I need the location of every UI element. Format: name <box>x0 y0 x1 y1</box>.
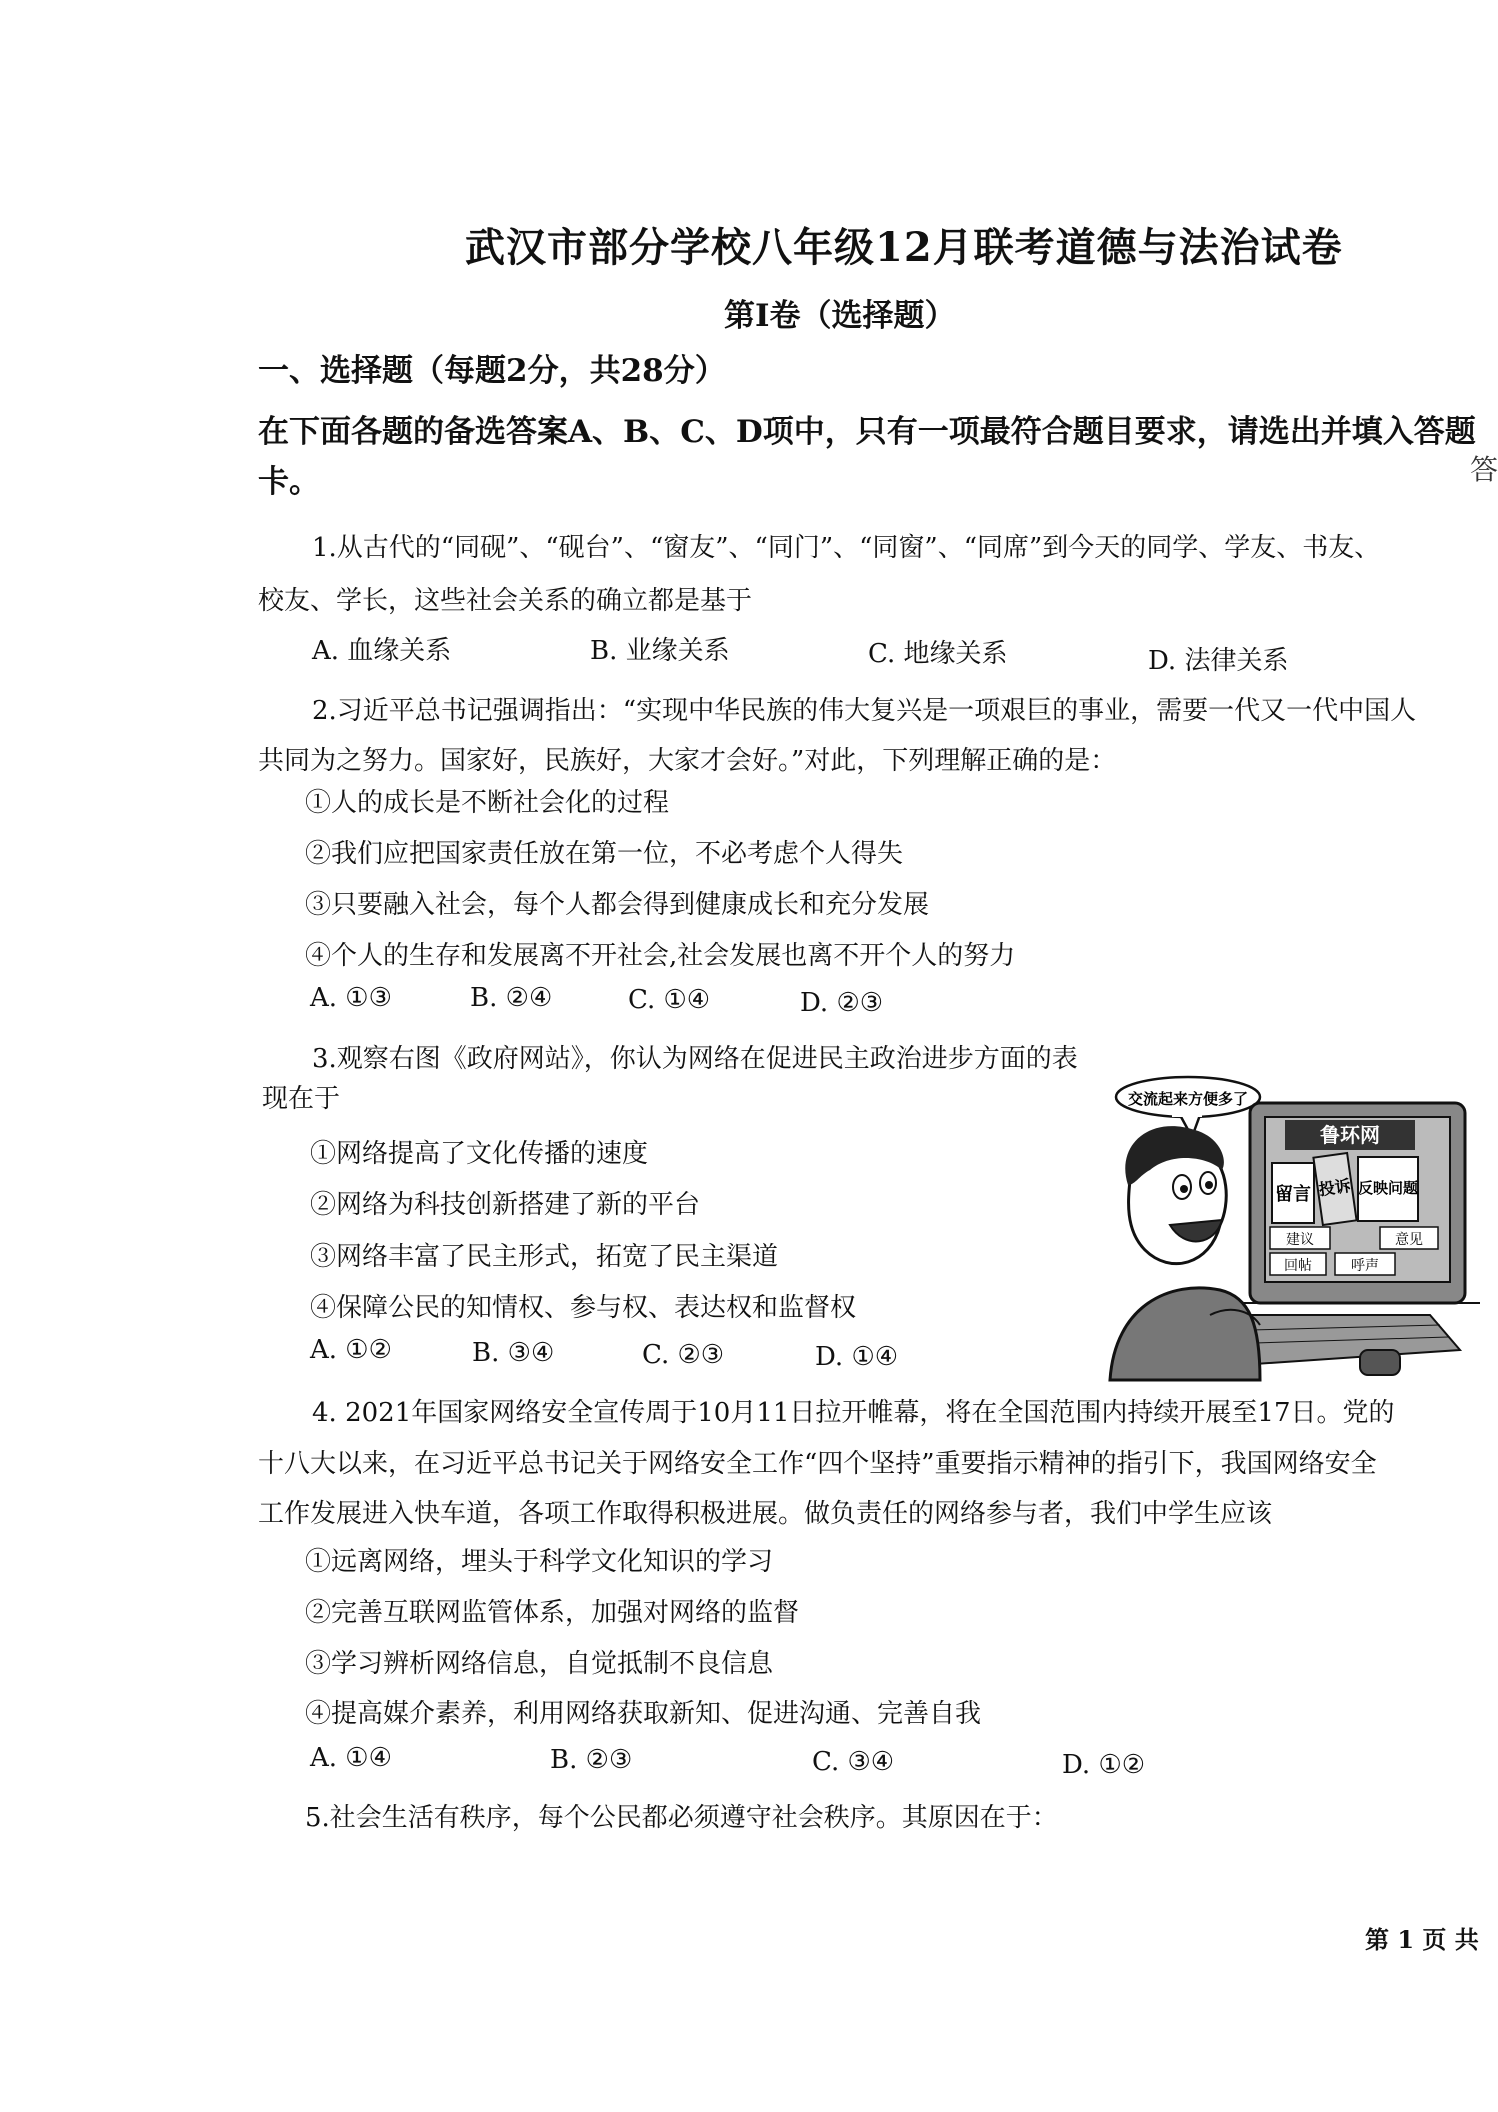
volume-subtitle: 第Ⅰ卷（选择题） <box>724 298 956 334</box>
q1-option-d: D. 法律关系 <box>1148 646 1289 676</box>
page-footer: 第 1 页 共 <box>1365 1925 1479 1954</box>
q2-option-d: D. ②③ <box>800 988 884 1018</box>
tag-fanying: 反映问题 <box>1357 1179 1419 1197</box>
instruction-line-2: 卡。 <box>258 464 320 500</box>
edge-cut-char: 答 <box>1470 453 1498 486</box>
q1-line-2: 校友、学长，这些社会关系的确立都是基于 <box>258 586 753 616</box>
mouse-icon <box>1360 1350 1400 1375</box>
q1-line-1: 1.从古代的“同砚”、“砚台”、“窗友”、“同门”、“同窗”、“同席”到今天的同学、学友、书友、 <box>312 533 1381 563</box>
q4-statement-4: ④提高媒介素养，利用网络获取新知、促进沟通、完善自我 <box>305 1699 982 1729</box>
q4-option-b: B. ②③ <box>550 1745 633 1775</box>
man-body-icon <box>1110 1288 1260 1380</box>
section-heading: 一、选择题（每题2分，共28分） <box>258 353 726 389</box>
speech-text: 交流起来方便多了 <box>1127 1090 1249 1108</box>
tag-yijian: 意见 <box>1395 1232 1423 1248</box>
instruction-line-1: 在下面各题的备选答案A、B、C、D项中，只有一项最符合题目要求，请选出并填入答题 <box>258 414 1476 450</box>
q5-line-1: 5.社会生活有秩序，每个公民都必须遵守社会秩序。其原因在于： <box>305 1803 1058 1833</box>
q4-statement-1: ①远离网络，埋头于科学文化知识的学习 <box>305 1547 774 1577</box>
q2-option-a: A. ①③ <box>310 983 392 1013</box>
q3-statement-4: ④保障公民的知情权、参与权、表达权和监督权 <box>310 1293 857 1323</box>
tag-jianyi: 建议 <box>1286 1232 1314 1248</box>
q3-statement-3: ③网络丰富了民主形式，拓宽了民主渠道 <box>310 1242 779 1272</box>
tag-liuyan: 留言 <box>1275 1184 1311 1205</box>
q4-line-1: 4. 2021年国家网络安全宣传周于10月11日拉开帷幕，将在全国范围内持续开展至17日。党的 <box>312 1398 1395 1428</box>
q2-line-2: 共同为之努力。国家好，民族好，大家才会好。”对此，下列理解正确的是： <box>258 746 1117 776</box>
q4-option-a: A. ①④ <box>310 1743 392 1773</box>
q4-statement-3: ③学习辨析网络信息，自觉抵制不良信息 <box>305 1649 774 1679</box>
q4-line-3: 工作发展进入快车道，各项工作取得积极进展。做负责任的网络参与者，我们中学生应该 <box>258 1499 1273 1529</box>
tag-huitie: 回帖 <box>1284 1258 1312 1274</box>
q3-option-d: D. ①④ <box>815 1342 899 1372</box>
tag-tousu: 投诉 <box>1317 1175 1352 1200</box>
q3-statement-1: ①网络提高了文化传播的速度 <box>310 1139 649 1169</box>
q3-option-b: B. ③④ <box>472 1338 555 1368</box>
q2-line-1: 2.习近平总书记强调指出：“实现中华民族的伟大复兴是一项艰巨的事业，需要一代又一代中国人 <box>312 696 1417 726</box>
q4-option-c: C. ③④ <box>812 1747 895 1777</box>
q2-option-c: C. ①④ <box>628 985 711 1015</box>
q4-line-2: 十八大以来，在习近平总书记关于网络安全工作“四个坚持”重要指示精神的指引下，我国网络安全 <box>258 1449 1377 1479</box>
q2-statement-3: ③只要融入社会，每个人都会得到健康成长和充分发展 <box>305 890 930 920</box>
q3-option-c: C. ②③ <box>642 1340 725 1370</box>
tag-husheng: 呼声 <box>1351 1258 1379 1274</box>
q3-option-a: A. ①② <box>310 1335 392 1365</box>
q4-option-d: D. ①② <box>1062 1750 1146 1780</box>
government-website-cartoon <box>1110 1075 1480 1380</box>
q3-line-1: 3.观察右图《政府网站》，你认为网络在促进民主政治进步方面的表 <box>312 1044 1078 1074</box>
q4-statement-2: ②完善互联网监管体系，加强对网络的监督 <box>305 1598 800 1628</box>
q1-option-a: A. 血缘关系 <box>312 636 452 666</box>
q3-statement-2: ②网络为科技创新搭建了新的平台 <box>310 1190 701 1220</box>
q1-option-c: C. 地缘关系 <box>868 639 1008 669</box>
site-name: 鲁环网 <box>1320 1123 1380 1147</box>
q3-line-2: 现在于 <box>262 1084 341 1114</box>
q2-statement-4: ④个人的生存和发展离不开社会,社会发展也离不开个人的努力 <box>305 941 1016 971</box>
q2-statement-2: ②我们应把国家责任放在第一位，不必考虑个人得失 <box>305 839 904 869</box>
q2-option-b: B. ②④ <box>470 983 553 1013</box>
q1-option-b: B. 业缘关系 <box>590 636 730 666</box>
q2-statement-1: ①人的成长是不断社会化的过程 <box>305 788 670 818</box>
page-title: 武汉市部分学校八年级12月联考道德与法治试卷 <box>465 224 1343 271</box>
